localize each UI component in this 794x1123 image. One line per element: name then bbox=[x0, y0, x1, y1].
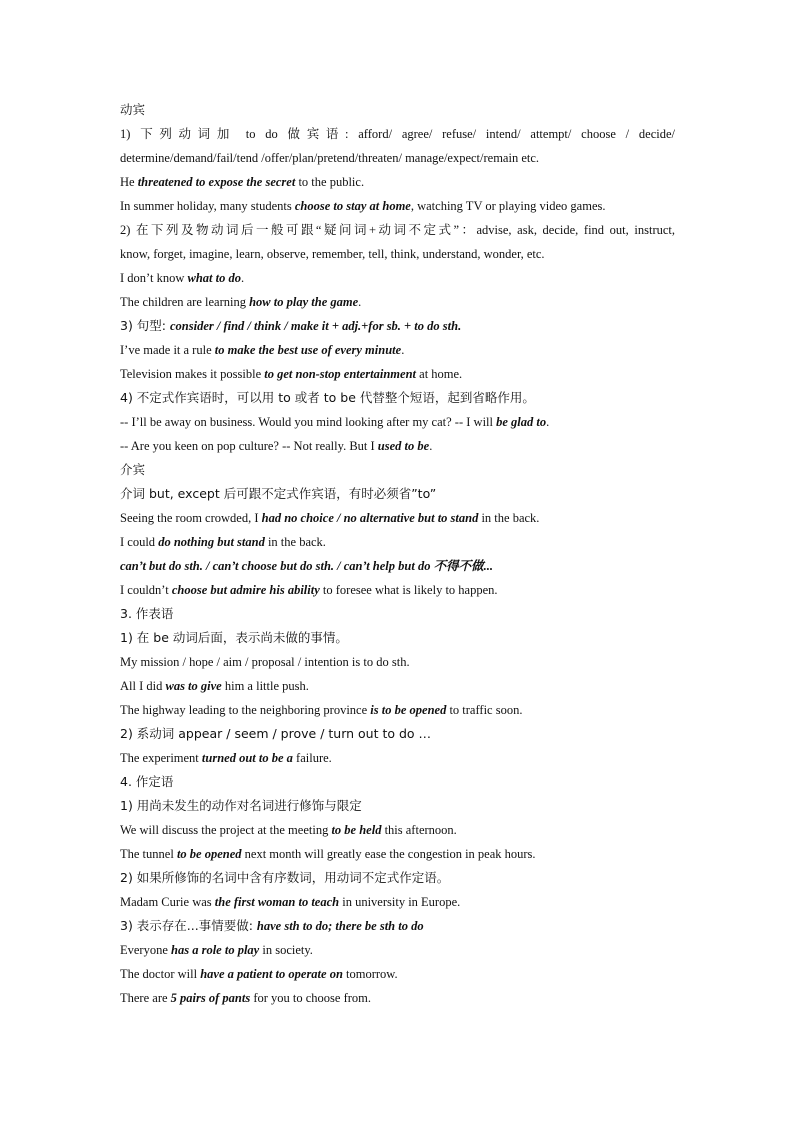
emphasis: to be opened bbox=[176, 847, 242, 861]
example-sentence bbox=[120, 506, 675, 530]
emphasis: have sth to do; there be sth to do bbox=[256, 919, 424, 933]
text: in the back. bbox=[478, 511, 540, 525]
paragraph-line: 2) 如果所修饰的名词中含有序数词，用动词不定式作定语。 bbox=[120, 870, 450, 885]
text: to traffic soon. bbox=[446, 703, 523, 717]
text: to foresee what is likely to happen. bbox=[319, 583, 498, 597]
text: failure. bbox=[292, 751, 332, 765]
emphasis: do nothing but stand bbox=[158, 535, 265, 549]
paragraph-line: 1) 下列动词加 to do 做宾语: afford/ agree/ refuse/ intend/ attempt/ choose / decide/ bbox=[120, 127, 675, 141]
text: The doctor will bbox=[120, 967, 201, 981]
text: in society. bbox=[259, 943, 313, 957]
example-sentence bbox=[120, 674, 675, 698]
paragraph-line: 1) 用尚未发生的动作对名词进行修饰与限定 bbox=[120, 798, 362, 813]
text: tomorrow. bbox=[342, 967, 398, 981]
text: Everyone bbox=[120, 943, 172, 957]
emphasis: 5 pairs of pants bbox=[170, 991, 251, 1005]
text: to the public. bbox=[295, 175, 365, 189]
text: in the back. bbox=[264, 535, 326, 549]
example-sentence bbox=[120, 530, 675, 554]
text: I’ve made it a rule bbox=[120, 343, 215, 357]
text: him a little push. bbox=[221, 679, 309, 693]
example-sentence bbox=[120, 338, 675, 362]
example-sentence bbox=[120, 698, 675, 722]
emphasis: the first woman to teach bbox=[214, 895, 340, 909]
text: The tunnel bbox=[120, 847, 177, 861]
example-sentence bbox=[120, 818, 675, 842]
text: 3) 句型: bbox=[120, 318, 170, 333]
pattern-line bbox=[120, 314, 675, 338]
paragraph-line: 1) 在 be 动词后面，表示尚未做的事情。 bbox=[120, 630, 348, 645]
text: The children are learning bbox=[120, 295, 250, 309]
example-sentence bbox=[120, 890, 675, 914]
text: Madam Curie was bbox=[120, 895, 215, 909]
emphasis: turned out to be a bbox=[201, 751, 293, 765]
example-sentence bbox=[120, 266, 675, 290]
example-sentence bbox=[120, 962, 675, 986]
text: I could bbox=[120, 535, 159, 549]
example-sentence: My mission / hope / aim / proposal / intention is to do sth. bbox=[120, 655, 410, 669]
text: 3) 表示存在...事情要做: bbox=[120, 918, 257, 933]
emphasis: to make the best use of every minute bbox=[214, 343, 402, 357]
paragraph-line: 4) 不定式作宾语时，可以用 to 或者 to be 代替整个短语，起到省略作用。 bbox=[120, 390, 535, 405]
emphasis: consider / find / think / make it + adj.+for sb. + to do sth. bbox=[170, 319, 462, 333]
emphasis: threatened to expose the secret bbox=[137, 175, 296, 189]
text: at home. bbox=[416, 367, 463, 381]
example-sentence bbox=[120, 290, 675, 314]
example-sentence bbox=[120, 362, 675, 386]
text: All I did bbox=[120, 679, 166, 693]
example-sentence bbox=[120, 578, 675, 602]
text: The experiment bbox=[120, 751, 202, 765]
section-title-predicative: 3. 作表语 bbox=[120, 606, 174, 621]
pattern-line bbox=[120, 554, 675, 578]
paragraph-line: know, forget, imagine, learn, observe, remember, tell, think, understand, wonder, etc. bbox=[120, 247, 545, 261]
example-sentence bbox=[120, 170, 675, 194]
text: The highway leading to the neighboring province bbox=[120, 703, 371, 717]
text: . bbox=[546, 415, 550, 429]
text: In summer holiday, many students bbox=[120, 199, 295, 213]
example-dialogue bbox=[120, 434, 675, 458]
emphasis: is to be opened bbox=[370, 703, 447, 717]
paragraph-line: 2) 系动词 appear / seem / prove / turn out to do … bbox=[120, 726, 432, 741]
text: . bbox=[429, 439, 433, 453]
example-sentence bbox=[120, 194, 675, 218]
text: We will discuss the project at the meeting bbox=[120, 823, 332, 837]
text: . bbox=[401, 343, 405, 357]
text: -- I’ll be away on business. Would you mind looking after my cat? -- I will bbox=[120, 415, 497, 429]
emphasis: to get non-stop entertainment bbox=[264, 367, 417, 381]
text: He bbox=[120, 175, 138, 189]
example-dialogue bbox=[120, 410, 675, 434]
paragraph-line: 介词 but, except 后可跟不定式作宾语，有时必须省”to” bbox=[120, 486, 437, 501]
text: Television makes it possible bbox=[120, 367, 265, 381]
example-sentence bbox=[120, 842, 675, 866]
text: for you to choose from. bbox=[250, 991, 371, 1005]
text: in university in Europe. bbox=[339, 895, 461, 909]
emphasis: has a role to play bbox=[171, 943, 260, 957]
emphasis: had no choice / no alternative but to stand bbox=[261, 511, 479, 525]
document-body bbox=[120, 98, 675, 1010]
emphasis: choose but admire his ability bbox=[171, 583, 320, 597]
text: . bbox=[240, 271, 245, 285]
example-sentence bbox=[120, 938, 675, 962]
emphasis: was to give bbox=[165, 679, 222, 693]
text: next month will greatly ease the congestion in peak hours. bbox=[241, 847, 536, 861]
emphasis: used to be bbox=[377, 439, 430, 453]
example-sentence bbox=[120, 746, 675, 770]
emphasis: be glad to bbox=[496, 415, 547, 429]
paragraph-line: 2) 在下列及物动词后一般可跟“疑问词+动词不定式”：advise, ask, decide, find out, instruct, bbox=[120, 223, 675, 237]
section-title-verb-object: 动宾 bbox=[120, 102, 146, 117]
example-sentence bbox=[120, 986, 675, 1010]
text: this afternoon. bbox=[381, 823, 457, 837]
text: -- Are you keen on pop culture? -- Not really. But I bbox=[120, 439, 378, 453]
emphasis: can’t but do sth. / can’t choose but do sth. / can’t help but do 不得不做... bbox=[120, 559, 493, 573]
pattern-line bbox=[120, 914, 675, 938]
emphasis: what to do bbox=[187, 271, 241, 285]
emphasis: to be held bbox=[331, 823, 382, 837]
text: Seeing the room crowded, I bbox=[120, 511, 262, 525]
text: I don’t know bbox=[120, 271, 188, 285]
emphasis: how to play the game bbox=[249, 295, 359, 309]
text: . bbox=[358, 295, 362, 309]
paragraph-line: determine/demand/fail/tend /offer/plan/pretend/threaten/ manage/expect/remain etc. bbox=[120, 151, 540, 165]
emphasis: choose to stay at home bbox=[294, 199, 411, 213]
text: , watching TV or playing video games. bbox=[410, 199, 606, 213]
section-title-attributive: 4. 作定语 bbox=[120, 774, 174, 789]
text: I couldn’t bbox=[120, 583, 172, 597]
section-title-prep-object: 介宾 bbox=[120, 462, 146, 477]
text: There are bbox=[120, 991, 171, 1005]
emphasis: have a patient to operate on bbox=[200, 967, 343, 981]
